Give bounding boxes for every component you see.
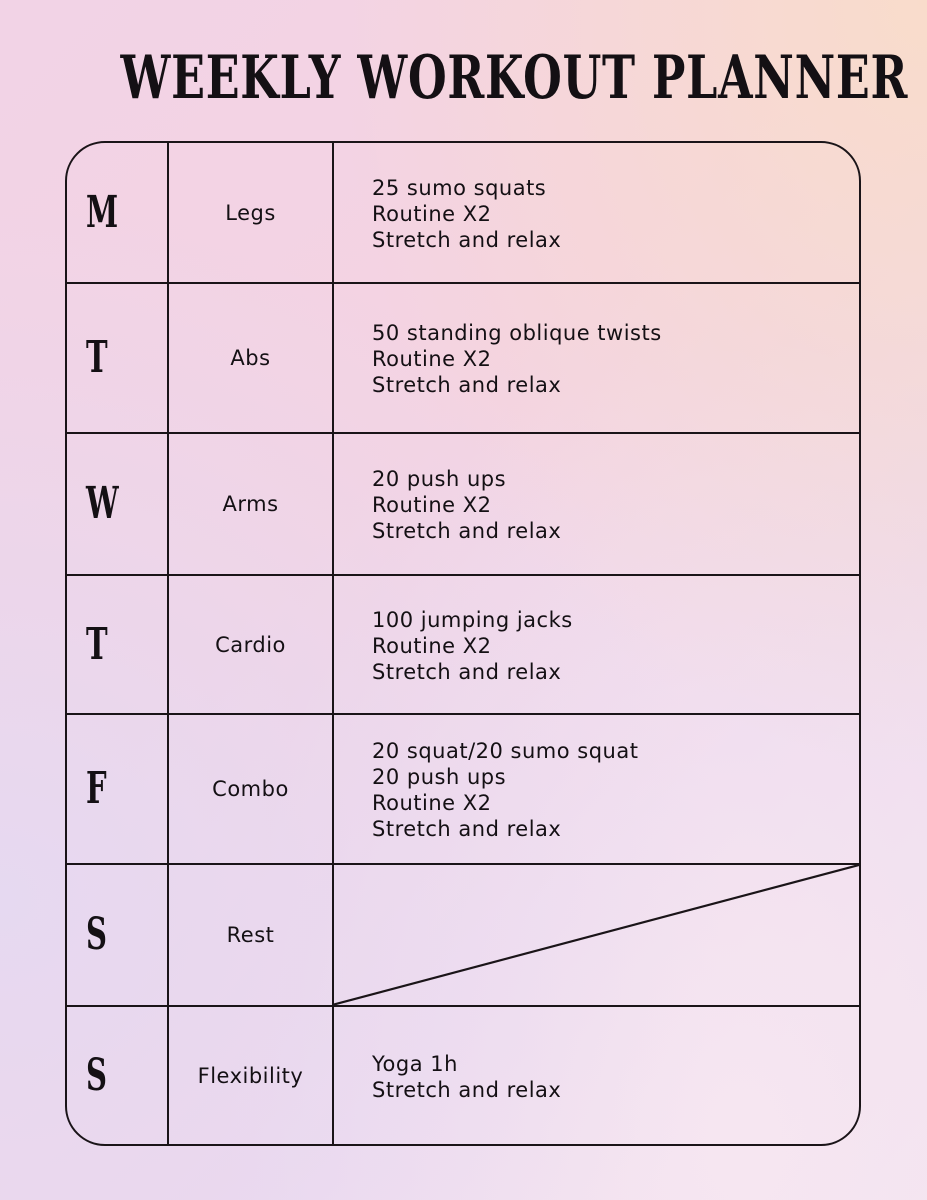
day-letter: F (86, 763, 107, 814)
routine-line: Routine X2 (372, 347, 492, 371)
planner-row-tuesday (67, 282, 859, 432)
planner-row-monday (67, 143, 859, 282)
workout-focus: Abs (230, 346, 271, 370)
workout-focus: Arms (222, 492, 279, 516)
planner-row-saturday (67, 863, 859, 1005)
routine-line: Stretch and relax (372, 659, 562, 684)
routine-line: Stretch and relax (372, 373, 562, 397)
routine-line: 100 jumping jacks (372, 607, 573, 632)
planner-row-thursday (67, 574, 859, 713)
planner-row-friday (67, 713, 859, 863)
routine-list (372, 175, 561, 253)
rest-day-strike-line (332, 865, 859, 1005)
routine-line: Routine X2 (372, 791, 492, 815)
routine-line: Stretch and relax (372, 227, 562, 252)
day-letter: W (86, 478, 119, 529)
workout-focus: Flexibility (197, 1063, 304, 1088)
routine-line: Stretch and relax (372, 1077, 562, 1102)
routine-line: Yoga 1h (372, 1051, 458, 1076)
routine-list (372, 466, 561, 544)
routine-line: Stretch and relax (372, 519, 562, 543)
day-letter: T (86, 332, 108, 383)
routine-list (372, 607, 573, 685)
routine-line: Routine X2 (372, 201, 492, 226)
routine-list (372, 1051, 561, 1103)
planner-row-sunday (67, 1005, 859, 1144)
planner-table (65, 141, 861, 1146)
routine-line: 50 standing oblique twists (372, 321, 662, 345)
day-letter: S (86, 1049, 107, 1101)
workout-focus: Legs (225, 200, 276, 225)
routine-line: Stretch and relax (372, 817, 562, 841)
day-letter: S (86, 909, 107, 960)
routine-list (372, 320, 662, 398)
routine-line: 20 push ups (372, 765, 507, 789)
routine-line: 25 sumo squats (372, 175, 547, 200)
routine-line: 20 squat/20 sumo squat (372, 739, 639, 763)
routine-line: Routine X2 (372, 493, 492, 517)
workout-focus: Cardio (215, 632, 286, 657)
day-letter: T (86, 618, 108, 670)
workout-focus: Combo (212, 777, 289, 801)
routine-line: 20 push ups (372, 467, 507, 491)
routine-list (372, 738, 638, 842)
routine-line: Routine X2 (372, 633, 492, 658)
planner-row-wednesday (67, 432, 859, 574)
day-letter: M (86, 186, 119, 238)
page-title: WEEKLY WORKOUT PLANNER (120, 43, 909, 113)
workout-focus: Rest (226, 923, 275, 947)
